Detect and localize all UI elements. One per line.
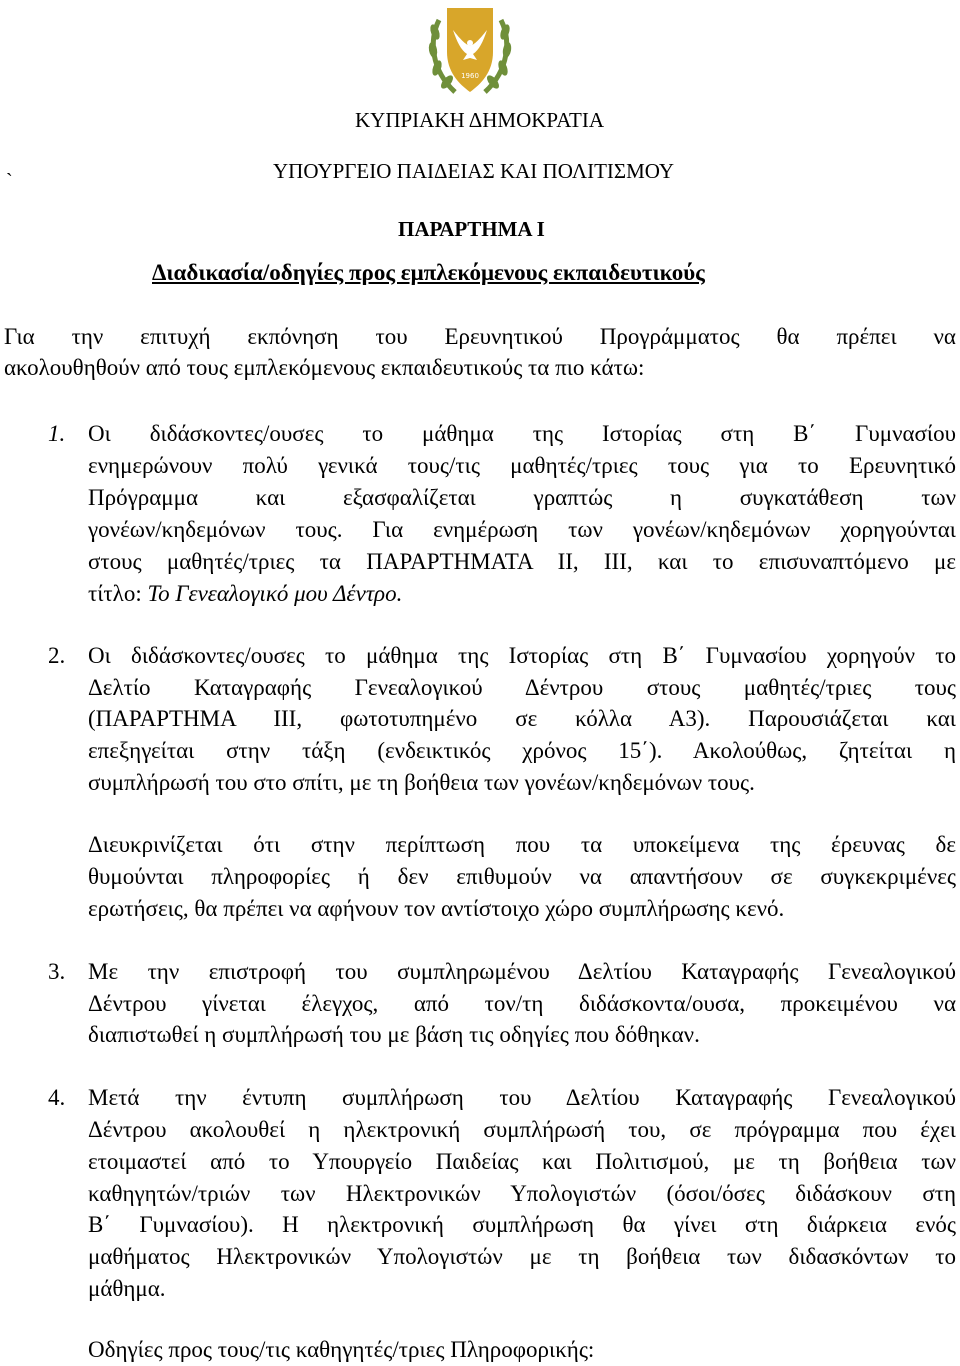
- item-number: 1.: [48, 421, 66, 446]
- item-line: (ΠΑΡΑΡΤΗΜΑ ΙΙΙ, φωτοτυπημένο σε κόλλα Α3). Παρουσιάζεται και: [88, 706, 956, 731]
- item-line: Με την επιστροφή του συμπληρωμένου Δελτίου Καταγραφής Γενεαλογικού: [88, 959, 956, 984]
- item-line: ενημερώνουν πολύ γενικά τους/τις μαθητές/τριες τους για το Ερευνητικό: [88, 453, 956, 478]
- item-number: 2.: [48, 643, 66, 668]
- item-line: μαθήματος Ηλεκτρονικών Υπολογιστών με τη βοήθεια των διδασκόντων το: [88, 1244, 956, 1269]
- item-line: συμπλήρωσή του στο σπίτι, με τη βοήθεια των γονέων/κηδεμόνων τους.: [88, 770, 755, 795]
- note-line: Διευκρινίζεται ότι στην περίπτωση που τα υποκείμενα της έρευνας δε: [88, 832, 956, 857]
- note-line: ερωτήσεις, θα πρέπει να αφήνουν τον αντίστοιχο χώρο συμπλήρωσης κενό.: [88, 896, 785, 921]
- item-line: στους μαθητές/τριες τα ΠΑΡΑΡΤΗΜΑΤΑ ΙΙ, ΙΙΙ, και το επισυναπτόμενο με: [88, 549, 956, 574]
- annex-title: ΠΑΡΑΡΤΗΜΑ Ι: [398, 217, 545, 241]
- item-line: Πρόγραμμα και εξασφαλίζεται γραπτώς η συγκατάθεση των: [88, 485, 956, 510]
- annex-subtitle: Διαδικασία/οδηγίες προς εμπλεκόμενους εκπαιδευτικούς: [152, 260, 705, 285]
- item-line: Μετά την έντυπη συμπλήρωση του Δελτίου Καταγραφής Γενεαλογικού: [88, 1085, 956, 1110]
- item-line: Δελτίο Καταγραφής Γενεαλογικού Δέντρου στους μαθητές/τριες τους: [88, 675, 956, 700]
- coat-of-arms-emblem: [425, 0, 515, 104]
- item-line: Οι διδάσκοντες/ουσες το μάθημα της Ιστορίας στη Β΄ Γυμνασίου χορηγούν το: [88, 643, 956, 668]
- item-line: ετοιμαστεί από το Υπουργείο Παιδείας και Πολιτισμού, με τη βοήθεια των: [88, 1149, 956, 1174]
- ministry-heading: ΥΠΟΥΡΓΕΙΟ ΠΑΙΔΕΙΑΣ ΚΑΙ ΠΟΛΙΤΙΣΜΟΥ: [273, 159, 675, 183]
- item-line: τίτλο: Το Γενεαλογικό μου Δέντρο.: [88, 581, 403, 606]
- item-line: διαπιστωθεί η συμπλήρωσή του με βάση τις οδηγίες που δόθηκαν.: [88, 1022, 700, 1047]
- svg-text:1960: 1960: [461, 72, 479, 80]
- intro-line: Για την επιτυχή εκπόνηση του Ερευνητικού Προγράμματος θα πρέπει να: [4, 324, 956, 349]
- intro-line: ακολουθηθούν από τους εμπλεκόμενους εκπαιδευτικούς τα πιο κάτω:: [4, 355, 645, 380]
- item-line: Δέντρου γίνεται έλεγχος, από τον/τη διδάσκοντα/ουσα, προκειμένου να: [88, 991, 956, 1016]
- item-number: 4.: [48, 1085, 66, 1110]
- republic-heading: ΚΥΠΡΙΑΚΗ ΔΗΜΟΚΡΑΤΙΑ: [355, 108, 605, 132]
- item-line: Οι διδάσκοντες/ουσες το μάθημα της Ιστορίας στη Β΄ Γυμνασίου: [88, 421, 956, 446]
- informatics-teachers-heading: Οδηγίες προς τους/τις καθηγητές/τριες Πληροφορικής:: [88, 1337, 595, 1362]
- stray-mark: `: [6, 170, 13, 192]
- item-number: 3.: [48, 959, 66, 984]
- note-line: θυμούνται πληροφορίες ή δεν επιθυμούν να απαντήσουν σε συγκεκριμένες: [88, 864, 956, 889]
- item-line: μάθημα.: [88, 1276, 166, 1301]
- item-line: Δέντρου ακολουθεί η ηλεκτρονική συμπλήρωσή του, σε πρόγραμμα που έχει: [88, 1117, 956, 1142]
- item-line: καθηγητών/τριών των Ηλεκτρονικών Υπολογιστών (όσοι/όσες διδάσκουν στη: [88, 1181, 956, 1206]
- item-line: επεξηγείται στην τάξη (ενδεικτικός χρόνος 15΄). Ακολούθως, ζητείται η: [88, 738, 956, 763]
- item-line: Β΄ Γυμνασίου). Η ηλεκτρονική συμπλήρωση θα γίνει στη διάρκεια ενός: [88, 1212, 956, 1237]
- item-line: γονέων/κηδεμόνων τους. Για ενημέρωση των γονέων/κηδεμόνων χορηγούνται: [88, 517, 956, 542]
